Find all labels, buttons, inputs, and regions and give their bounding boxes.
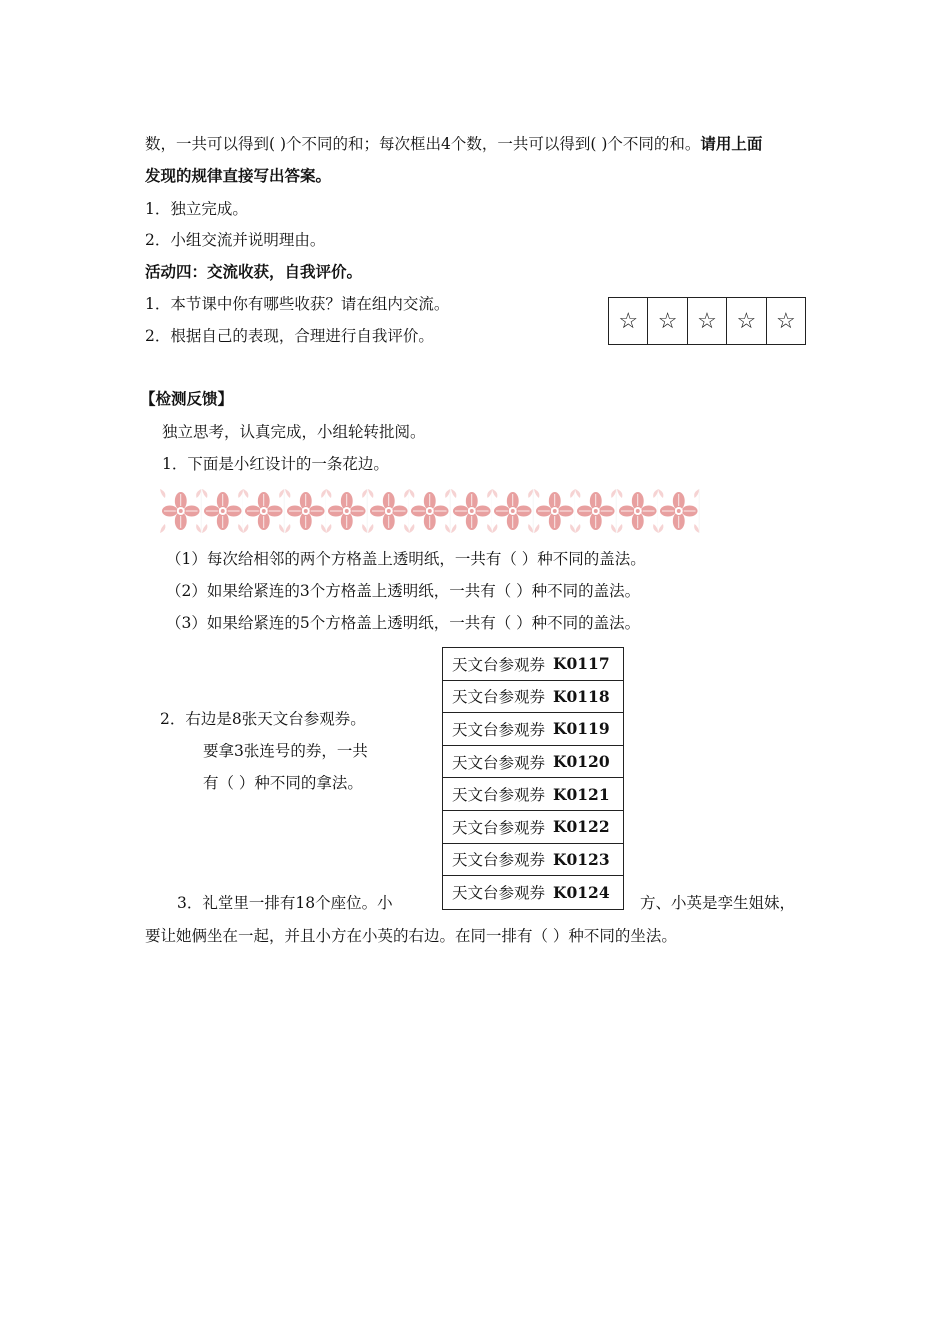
ticket-label: 天文台参观券 <box>452 720 546 739</box>
ticket-code: K0121 <box>553 784 610 804</box>
feedback-instruction: 独立思考，认真完成，小组轮转批阅。 <box>162 423 426 441</box>
ticket-row <box>443 746 623 779</box>
ticket-row <box>443 648 623 681</box>
ticket-row <box>443 876 623 909</box>
problem-2-line-3: 有（ ）种不同的拿法。 <box>203 774 363 792</box>
activity4-q2: 2．根据自己的表现，合理进行自我评价。 <box>145 327 434 345</box>
ticket-label: 天文台参观券 <box>452 655 546 674</box>
ticket-code: K0119 <box>553 719 610 739</box>
ticket-code: K0117 <box>553 654 610 674</box>
star-4[interactable]: ☆ <box>727 298 766 344</box>
flower-tile <box>326 489 368 533</box>
flower-tile <box>409 489 451 533</box>
star-3[interactable]: ☆ <box>688 298 727 344</box>
problem-1-q1: （1）每次给相邻的两个方格盖上透明纸，一共有（ ）种不同的盖法。 <box>166 550 646 568</box>
flower-tile <box>285 489 327 533</box>
star-5[interactable]: ☆ <box>775 308 796 334</box>
ticket-code: K0124 <box>553 882 610 902</box>
problem-1-q3: （3）如果给紧连的5个方格盖上透明纸，一共有（ ）种不同的盖法。 <box>166 614 641 632</box>
flower-tile <box>451 489 493 533</box>
feedback-heading: 【检测反馈】 <box>140 390 234 408</box>
ticket-code: K0120 <box>553 752 610 772</box>
ticket-label: 天文台参观券 <box>452 818 546 837</box>
flower-tile <box>575 489 617 533</box>
ticket-label: 天文台参观券 <box>452 884 546 903</box>
ticket-row <box>443 681 623 714</box>
flower-tile <box>160 489 202 533</box>
activity4-q1: 1．本节课中你有哪些收获？请在组内交流。 <box>145 295 450 313</box>
problem-3-line-1-left: 3．礼堂里一排有18个座位。小 <box>177 894 393 912</box>
ticket-code: K0118 <box>553 686 610 706</box>
ticket-row <box>443 811 623 844</box>
ticket-label: 天文台参观券 <box>452 688 546 707</box>
flower-border-strip <box>160 489 700 533</box>
intro-line-1-bold: 请用上面 <box>700 135 763 153</box>
self-evaluation-stars <box>608 297 806 345</box>
step-2: 2．小组交流并说明理由。 <box>145 231 326 249</box>
ticket-label: 天文台参观券 <box>452 753 546 772</box>
problem-1-title: 1．下面是小红设计的一条花边。 <box>162 455 389 473</box>
ticket-label: 天文台参观券 <box>452 851 546 870</box>
flower-tile <box>368 489 410 533</box>
intro-line-1 <box>145 134 762 154</box>
ticket-row <box>443 844 623 877</box>
flower-tile <box>202 489 244 533</box>
problem-2-line-1: 2．右边是8张天文台参观券。 <box>160 710 366 728</box>
flower-tile <box>658 489 700 533</box>
problem-3-line-2: 要让她俩坐在一起，并且小方在小英的右边。在同一排有（ ）种不同的坐法。 <box>145 927 677 945</box>
ticket-row <box>443 778 623 811</box>
ticket-list <box>442 647 624 910</box>
activity4-heading: 活动四：交流收获，自我评价。 <box>145 263 363 281</box>
problem-2-line-2: 要拿3张连号的券，一共 <box>203 742 368 760</box>
step-1: 1．独立完成。 <box>145 200 248 218</box>
ticket-code: K0122 <box>553 817 610 837</box>
flower-tile <box>243 489 285 533</box>
problem-3-line-1-right: 方、小英是孪生姐妹， <box>640 894 796 912</box>
problem-1-q2: （2）如果给紧连的3个方格盖上透明纸，一共有（ ）种不同的盖法。 <box>166 582 641 600</box>
flower-tile <box>617 489 659 533</box>
ticket-label: 天文台参观券 <box>452 786 546 805</box>
star-1[interactable]: ☆ <box>609 298 648 344</box>
flower-tile <box>492 489 534 533</box>
star-2[interactable]: ☆ <box>648 298 687 344</box>
intro-line-2: 发现的规律直接写出答案。 <box>145 167 332 185</box>
intro-line-1-text: 数，一共可以得到( )个不同的和；每次框出4个数，一共可以得到( )个不同的和。 <box>145 135 701 153</box>
ticket-code: K0123 <box>553 849 610 869</box>
ticket-row <box>443 713 623 746</box>
flower-tile <box>534 489 576 533</box>
